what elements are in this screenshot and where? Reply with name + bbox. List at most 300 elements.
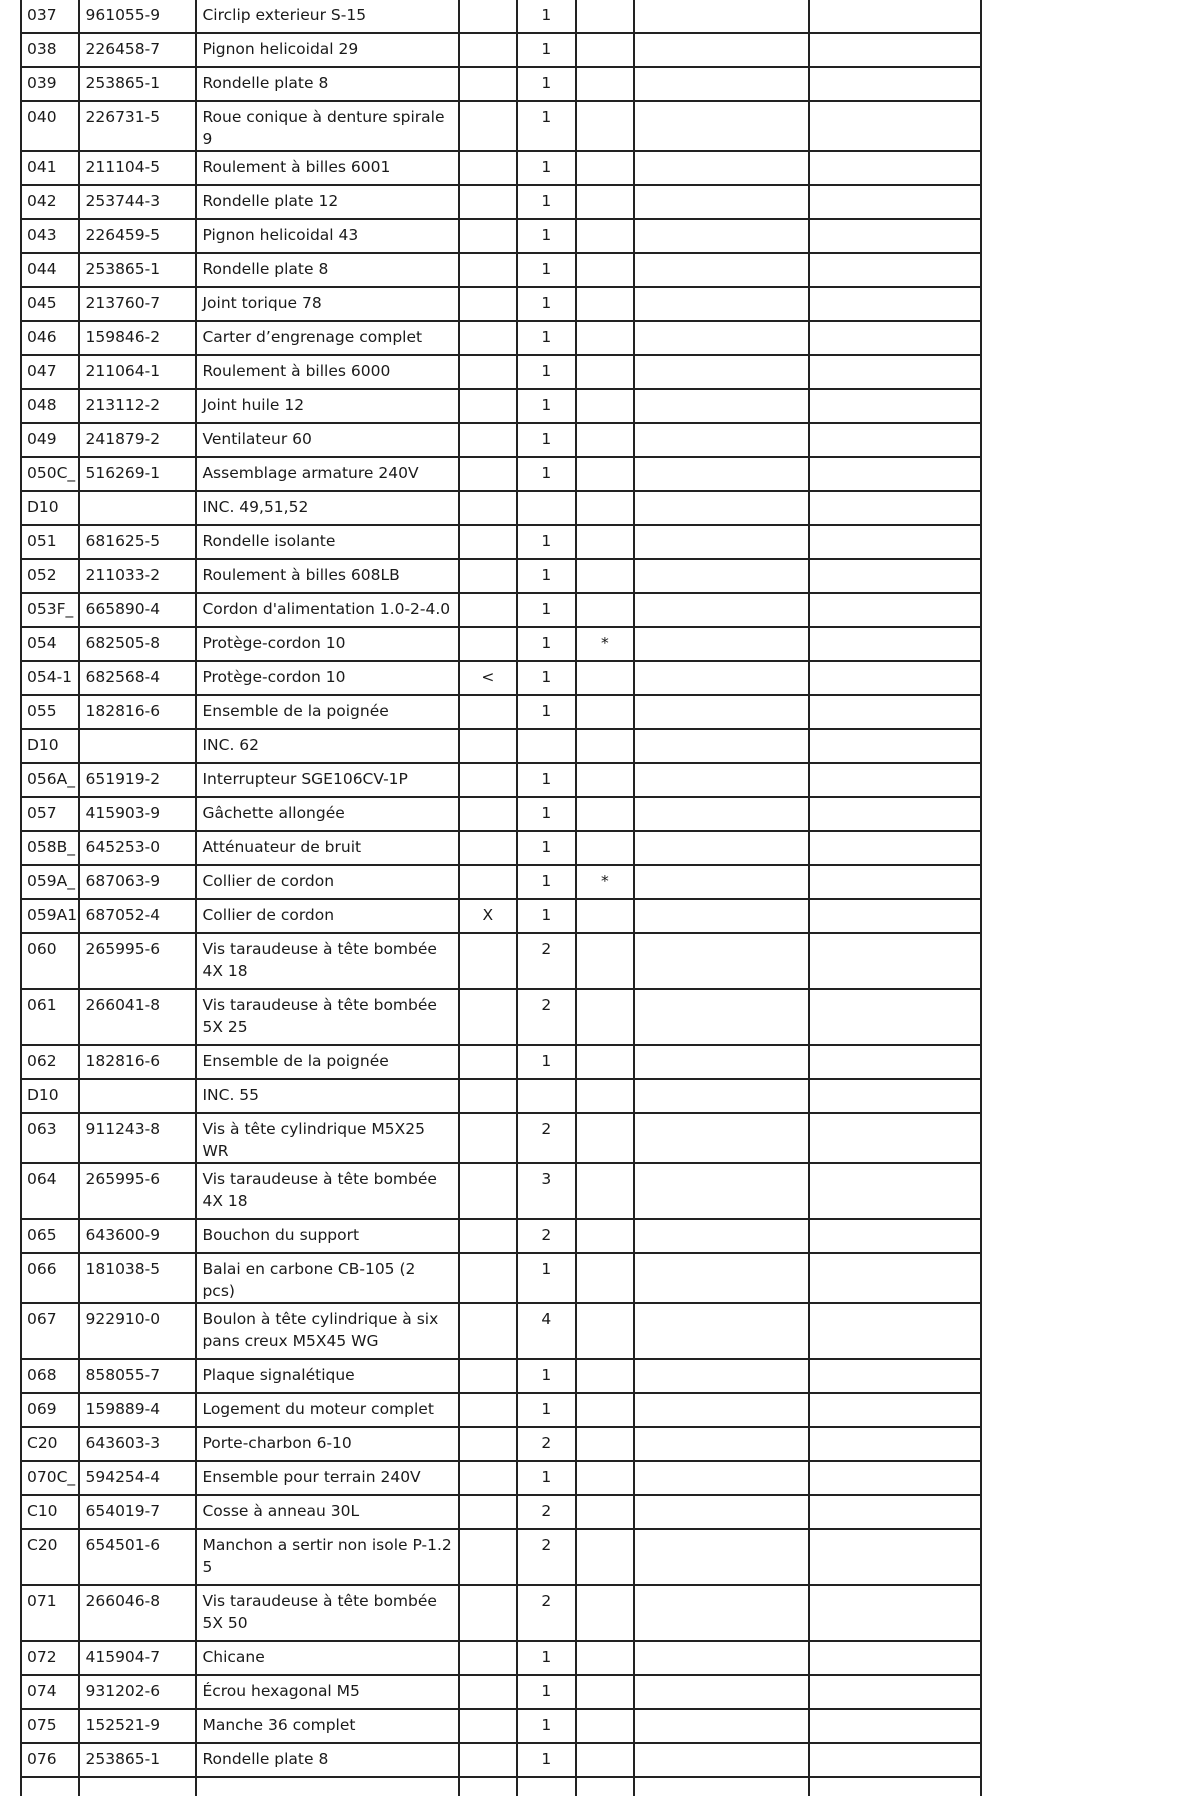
cell-empty [634, 33, 808, 67]
cell-empty [634, 933, 808, 989]
cell-mark [459, 33, 517, 67]
cell-part-number: 594254-4 [79, 1461, 196, 1495]
cell-note [576, 1709, 634, 1743]
cell-part-number: 643603-3 [79, 1427, 196, 1461]
table-row-continuation [21, 1777, 981, 1796]
cell-quantity: 1 [517, 1393, 575, 1427]
cell-part-number: 961055-9 [79, 0, 196, 33]
cell-item-no: 060 [21, 933, 79, 989]
cell-empty [809, 423, 981, 457]
table-row [21, 33, 981, 67]
cell-part-number: 181038-5 [79, 1253, 196, 1303]
cell-note: * [576, 627, 634, 661]
cell-note [576, 389, 634, 423]
cell-item-no: 063 [21, 1113, 79, 1163]
cell-empty [634, 1393, 808, 1427]
cell-part-number: 213112-2 [79, 389, 196, 423]
cell-empty [809, 1045, 981, 1079]
table-row [21, 1585, 981, 1641]
cell-mark [459, 457, 517, 491]
cell-quantity: 1 [517, 355, 575, 389]
cell-mark [459, 67, 517, 101]
table-row [21, 151, 981, 185]
cell-empty [634, 729, 808, 763]
cell-quantity: 2 [517, 1219, 575, 1253]
cell-empty [634, 0, 808, 33]
cell-note [576, 1393, 634, 1427]
cell-note [576, 1079, 634, 1113]
cell-empty [809, 101, 981, 151]
cell-part-number: 211033-2 [79, 559, 196, 593]
cell-item-no: 054-1 [21, 661, 79, 695]
cell-description: Protège-cordon 10 [196, 661, 458, 695]
cell-empty [809, 0, 981, 33]
cell-note [576, 797, 634, 831]
table-row [21, 1219, 981, 1253]
cell-empty [634, 321, 808, 355]
cell-description: Collier de cordon [196, 865, 458, 899]
cell-quantity: 1 [517, 1743, 575, 1777]
cell-part-number [79, 491, 196, 525]
cell-part-number: 911243-8 [79, 1113, 196, 1163]
cell-quantity: 4 [517, 1303, 575, 1359]
cell-part-number: 682568-4 [79, 661, 196, 695]
cell-item-no: 075 [21, 1709, 79, 1743]
cell-empty [634, 151, 808, 185]
cell-empty [809, 33, 981, 67]
cell-note [576, 1219, 634, 1253]
cell-part-number: 266041-8 [79, 989, 196, 1045]
cell-empty [634, 253, 808, 287]
cell-description: Cosse à anneau 30L [196, 1495, 458, 1529]
cell-mark [459, 491, 517, 525]
cell-quantity: 1 [517, 321, 575, 355]
cell-empty [634, 1529, 808, 1585]
table-row [21, 559, 981, 593]
table-row [21, 1743, 981, 1777]
cell-note [576, 831, 634, 865]
table-row [21, 525, 981, 559]
cell-empty [809, 899, 981, 933]
cell-empty [809, 831, 981, 865]
cell-quantity: 2 [517, 1113, 575, 1163]
cell-note [576, 457, 634, 491]
cell-empty [809, 661, 981, 695]
cell-empty [634, 1585, 808, 1641]
cell-mark [459, 695, 517, 729]
cell-quantity: 2 [517, 1427, 575, 1461]
cell-part-number: 213760-7 [79, 287, 196, 321]
cell-part-number: 211064-1 [79, 355, 196, 389]
cell-item-no: 069 [21, 1393, 79, 1427]
cell-empty [634, 67, 808, 101]
cell-empty [634, 457, 808, 491]
cell-quantity: 1 [517, 151, 575, 185]
parts-table-body [21, 0, 981, 1796]
cell-note [576, 1253, 634, 1303]
cell-item-no: D10 [21, 729, 79, 763]
cell-empty [634, 865, 808, 899]
cell-item-no: 041 [21, 151, 79, 185]
cell-empty [809, 1253, 981, 1303]
cell-empty [809, 559, 981, 593]
cell-empty [809, 185, 981, 219]
cell-mark [459, 1675, 517, 1709]
cell-note [576, 321, 634, 355]
cell-item-no: 055 [21, 695, 79, 729]
cell-empty [809, 933, 981, 989]
table-row [21, 831, 981, 865]
table-row [21, 219, 981, 253]
cell-empty [809, 151, 981, 185]
cell-description: Vis à tête cylindrique M5X25 WR [196, 1113, 458, 1163]
table-row [21, 593, 981, 627]
cell-mark [459, 729, 517, 763]
table-row [21, 101, 981, 151]
cell-note [576, 1529, 634, 1585]
cell-description: Rondelle plate 12 [196, 185, 458, 219]
cell-description: Ventilateur 60 [196, 423, 458, 457]
cell-note [576, 1427, 634, 1461]
cell-item-no: 051 [21, 525, 79, 559]
cell-empty [634, 1427, 808, 1461]
table-row [21, 185, 981, 219]
table-row [21, 457, 981, 491]
cell-part-number: 687052-4 [79, 899, 196, 933]
cell-empty [634, 1743, 808, 1777]
cell-quantity: 1 [517, 1359, 575, 1393]
cell-note [576, 1461, 634, 1495]
cell-item-no: 058B_ [21, 831, 79, 865]
table-row [21, 321, 981, 355]
cell-note [576, 491, 634, 525]
cell-empty [809, 627, 981, 661]
cell-note [576, 253, 634, 287]
cell-item-no: 050C_ [21, 457, 79, 491]
cell-empty [809, 287, 981, 321]
cell-item-no: 047 [21, 355, 79, 389]
cell-empty [634, 287, 808, 321]
cell-mark [459, 423, 517, 457]
cell-empty [634, 1253, 808, 1303]
cell-empty [634, 185, 808, 219]
cell-empty [634, 1675, 808, 1709]
cell-item-no: 053F_ [21, 593, 79, 627]
cell-mark [459, 593, 517, 627]
cell-mark [459, 797, 517, 831]
cell-mark [459, 1163, 517, 1219]
cell-part-number: 226459-5 [79, 219, 196, 253]
cell-mark [459, 1495, 517, 1529]
cell-mark [459, 1113, 517, 1163]
table-row [21, 1045, 981, 1079]
table-row [21, 1079, 981, 1113]
cell-empty [809, 219, 981, 253]
cell-quantity: 1 [517, 389, 575, 423]
cell-empty [809, 1461, 981, 1495]
cell-description: Bouchon du support [196, 1219, 458, 1253]
cell-note [576, 763, 634, 797]
cell-note [576, 33, 634, 67]
cell-empty [809, 491, 981, 525]
cell-part-number: 253865-1 [79, 253, 196, 287]
cell-note [576, 1045, 634, 1079]
cell-empty [634, 559, 808, 593]
cell-empty [809, 1777, 981, 1796]
cell-empty [809, 695, 981, 729]
cell-mark [459, 253, 517, 287]
cell-quantity: 1 [517, 1045, 575, 1079]
cell-mark [459, 831, 517, 865]
cell-mark [459, 1393, 517, 1427]
cell-item-no: 066 [21, 1253, 79, 1303]
cell-item-no: D10 [21, 491, 79, 525]
table-row [21, 1461, 981, 1495]
cell-description: Roue conique à denture spirale 9 [196, 101, 458, 151]
cell-part-number: 265995-6 [79, 933, 196, 989]
cell-empty [634, 355, 808, 389]
cell-empty [634, 1461, 808, 1495]
cell-description: Boulon à tête cylindrique à six pans creux M5X45 WG [196, 1303, 458, 1359]
cell-description: Ensemble de la poignée [196, 1045, 458, 1079]
cell-mark [459, 355, 517, 389]
cell-description: Rondelle plate 8 [196, 1743, 458, 1777]
cell-part-number: 681625-5 [79, 525, 196, 559]
table-row [21, 67, 981, 101]
cell-empty [634, 1045, 808, 1079]
cell-quantity: 1 [517, 0, 575, 33]
cell-mark [459, 1743, 517, 1777]
cell-note [576, 423, 634, 457]
table-row [21, 1113, 981, 1163]
cell-quantity: 1 [517, 1461, 575, 1495]
cell-item-no: 044 [21, 253, 79, 287]
cell-note [576, 559, 634, 593]
cell-description: Rondelle plate 8 [196, 253, 458, 287]
cell-description: Chicane [196, 1641, 458, 1675]
cell-empty [634, 1303, 808, 1359]
cell-description: Balai en carbone CB-105 (2 pcs) [196, 1253, 458, 1303]
cell-item-no: 068 [21, 1359, 79, 1393]
cell-empty [809, 1393, 981, 1427]
cell-part-number: 182816-6 [79, 1045, 196, 1079]
table-row [21, 1359, 981, 1393]
cell-note [576, 151, 634, 185]
cell-note [576, 1163, 634, 1219]
cell-part-number [79, 1079, 196, 1113]
cell-part-number: 665890-4 [79, 593, 196, 627]
cell-part-number: 516269-1 [79, 457, 196, 491]
table-row [21, 491, 981, 525]
cell-part-number: 682505-8 [79, 627, 196, 661]
cell-empty [809, 1113, 981, 1163]
cell-empty [79, 1777, 196, 1796]
table-row [21, 1163, 981, 1219]
cell-mark [459, 389, 517, 423]
cell-note [576, 661, 634, 695]
cell-note [576, 933, 634, 989]
cell-empty [634, 101, 808, 151]
cell-empty [634, 525, 808, 559]
cell-empty [634, 219, 808, 253]
cell-note [576, 1743, 634, 1777]
cell-note [576, 729, 634, 763]
cell-quantity: 1 [517, 593, 575, 627]
cell-item-no: 046 [21, 321, 79, 355]
cell-description: Atténuateur de bruit [196, 831, 458, 865]
cell-mark [459, 1641, 517, 1675]
cell-quantity: 1 [517, 831, 575, 865]
cell-empty [459, 1777, 517, 1796]
cell-empty [809, 321, 981, 355]
cell-mark [459, 1303, 517, 1359]
cell-description: Rondelle isolante [196, 525, 458, 559]
cell-mark [459, 1709, 517, 1743]
cell-description: Vis taraudeuse à tête bombée 4X 18 [196, 933, 458, 989]
cell-empty [809, 525, 981, 559]
cell-quantity: 2 [517, 1495, 575, 1529]
cell-mark [459, 763, 517, 797]
cell-note [576, 355, 634, 389]
cell-item-no: 038 [21, 33, 79, 67]
cell-mark [459, 1079, 517, 1113]
cell-empty [809, 1709, 981, 1743]
cell-empty [809, 1495, 981, 1529]
table-row [21, 355, 981, 389]
cell-item-no: 062 [21, 1045, 79, 1079]
cell-quantity: 2 [517, 1585, 575, 1641]
cell-mark [459, 1219, 517, 1253]
cell-part-number: 415904-7 [79, 1641, 196, 1675]
cell-part-number: 645253-0 [79, 831, 196, 865]
cell-empty [634, 797, 808, 831]
table-row [21, 661, 981, 695]
cell-mark [459, 989, 517, 1045]
cell-item-no: 059A1 [21, 899, 79, 933]
cell-mark: < [459, 661, 517, 695]
cell-empty [809, 457, 981, 491]
table-row [21, 729, 981, 763]
table-row [21, 1709, 981, 1743]
table-row [21, 899, 981, 933]
cell-mark [459, 1585, 517, 1641]
cell-mark [459, 0, 517, 33]
cell-empty [634, 989, 808, 1045]
cell-quantity: 1 [517, 559, 575, 593]
cell-empty [809, 1359, 981, 1393]
cell-note [576, 0, 634, 33]
cell-empty [634, 1495, 808, 1529]
cell-description: Manchon a sertir non isole P-1.2 5 [196, 1529, 458, 1585]
cell-empty [809, 253, 981, 287]
cell-quantity: 1 [517, 695, 575, 729]
cell-part-number: 858055-7 [79, 1359, 196, 1393]
cell-description: Roulement à billes 6001 [196, 151, 458, 185]
cell-note [576, 1495, 634, 1529]
cell-description: INC. 49,51,52 [196, 491, 458, 525]
cell-quantity: 1 [517, 1641, 575, 1675]
cell-quantity: 1 [517, 1709, 575, 1743]
cell-mark: X [459, 899, 517, 933]
cell-item-no: C20 [21, 1427, 79, 1461]
cell-empty [634, 831, 808, 865]
table-row [21, 627, 981, 661]
cell-description: Joint torique 78 [196, 287, 458, 321]
cell-empty [634, 695, 808, 729]
cell-item-no: 048 [21, 389, 79, 423]
cell-empty [809, 67, 981, 101]
cell-note [576, 1675, 634, 1709]
cell-note: * [576, 865, 634, 899]
cell-part-number: 931202-6 [79, 1675, 196, 1709]
table-row [21, 1303, 981, 1359]
cell-empty [634, 763, 808, 797]
cell-note [576, 525, 634, 559]
cell-empty [634, 1079, 808, 1113]
cell-quantity: 1 [517, 865, 575, 899]
table-row [21, 1393, 981, 1427]
cell-mark [459, 1359, 517, 1393]
cell-description: Protège-cordon 10 [196, 627, 458, 661]
cell-item-no: 042 [21, 185, 79, 219]
cell-empty [634, 1641, 808, 1675]
cell-item-no: 071 [21, 1585, 79, 1641]
cell-item-no: 074 [21, 1675, 79, 1709]
cell-mark [459, 321, 517, 355]
cell-part-number: 922910-0 [79, 1303, 196, 1359]
cell-empty [634, 1777, 808, 1796]
cell-note [576, 593, 634, 627]
cell-empty [809, 1529, 981, 1585]
cell-item-no: C10 [21, 1495, 79, 1529]
cell-note [576, 1359, 634, 1393]
cell-empty [634, 491, 808, 525]
cell-quantity: 1 [517, 661, 575, 695]
cell-empty [21, 1777, 79, 1796]
cell-note [576, 1641, 634, 1675]
cell-mark [459, 219, 517, 253]
cell-item-no: 057 [21, 797, 79, 831]
cell-item-no: 059A_ [21, 865, 79, 899]
cell-mark [459, 1427, 517, 1461]
cell-item-no: 061 [21, 989, 79, 1045]
cell-empty [809, 593, 981, 627]
cell-description: Collier de cordon [196, 899, 458, 933]
cell-part-number: 253744-3 [79, 185, 196, 219]
cell-quantity: 1 [517, 253, 575, 287]
cell-quantity: 1 [517, 763, 575, 797]
cell-description: Circlip exterieur S-15 [196, 0, 458, 33]
cell-empty [634, 1113, 808, 1163]
cell-mark [459, 559, 517, 593]
cell-empty [809, 797, 981, 831]
cell-description: Roulement à billes 6000 [196, 355, 458, 389]
parts-table [20, 0, 982, 1796]
cell-empty [809, 1675, 981, 1709]
cell-mark [459, 1461, 517, 1495]
cell-empty [809, 1219, 981, 1253]
cell-description: Logement du moteur complet [196, 1393, 458, 1427]
table-row [21, 933, 981, 989]
cell-quantity: 1 [517, 1253, 575, 1303]
cell-quantity [517, 1079, 575, 1113]
cell-part-number: 265995-6 [79, 1163, 196, 1219]
cell-description: Porte-charbon 6-10 [196, 1427, 458, 1461]
cell-quantity: 1 [517, 1675, 575, 1709]
cell-item-no: 064 [21, 1163, 79, 1219]
cell-part-number: 266046-8 [79, 1585, 196, 1641]
cell-item-no: 056A_ [21, 763, 79, 797]
